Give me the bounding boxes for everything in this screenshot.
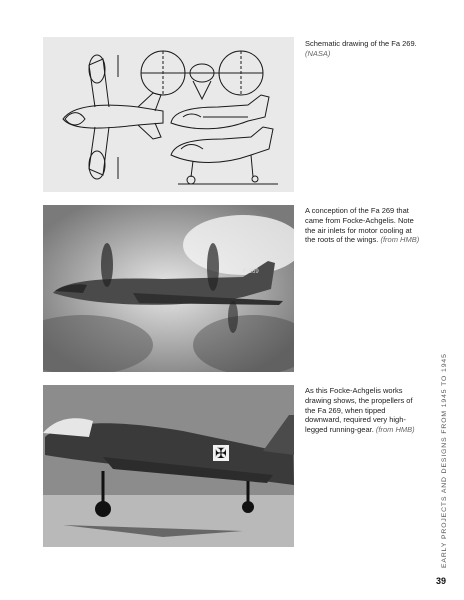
photo-credit: (from HMB) bbox=[380, 235, 420, 245]
caption-text: As this Focke-Achgelis works drawing shows, the propellers of the Fa 269, when tipped downward, required very high-legged running-gear. bbox=[305, 386, 413, 434]
aircraft-on-ground-photo bbox=[43, 385, 294, 547]
photo-credit: (NASA) bbox=[305, 48, 331, 58]
figure-caption bbox=[305, 206, 423, 245]
figure-caption bbox=[305, 386, 423, 435]
figure-caption bbox=[305, 39, 423, 59]
caption-text: Schematic drawing of the Fa 269. bbox=[305, 39, 417, 48]
caption-text: A conception of the Fa 269 that came from Focke-Achgelis. Note the air inlets for motor cooling at the roots of the wings. bbox=[305, 206, 414, 245]
balkenkreuz-marking: ✠ bbox=[215, 446, 227, 462]
page-number: 39 bbox=[436, 576, 447, 586]
aircraft-in-clouds-photo bbox=[43, 205, 294, 372]
works-drawing-image bbox=[43, 385, 294, 547]
photo-credit: (from HMB) bbox=[375, 425, 415, 434]
fuselage-code-text: F-269 bbox=[243, 269, 259, 275]
schematic-drawing-image bbox=[43, 37, 294, 192]
running-head: EARLY PROJECTS AND DESIGNS FROM 1945 TO 1945 bbox=[441, 353, 448, 568]
conception-image bbox=[43, 205, 294, 372]
three-view-line-drawing bbox=[43, 37, 294, 192]
